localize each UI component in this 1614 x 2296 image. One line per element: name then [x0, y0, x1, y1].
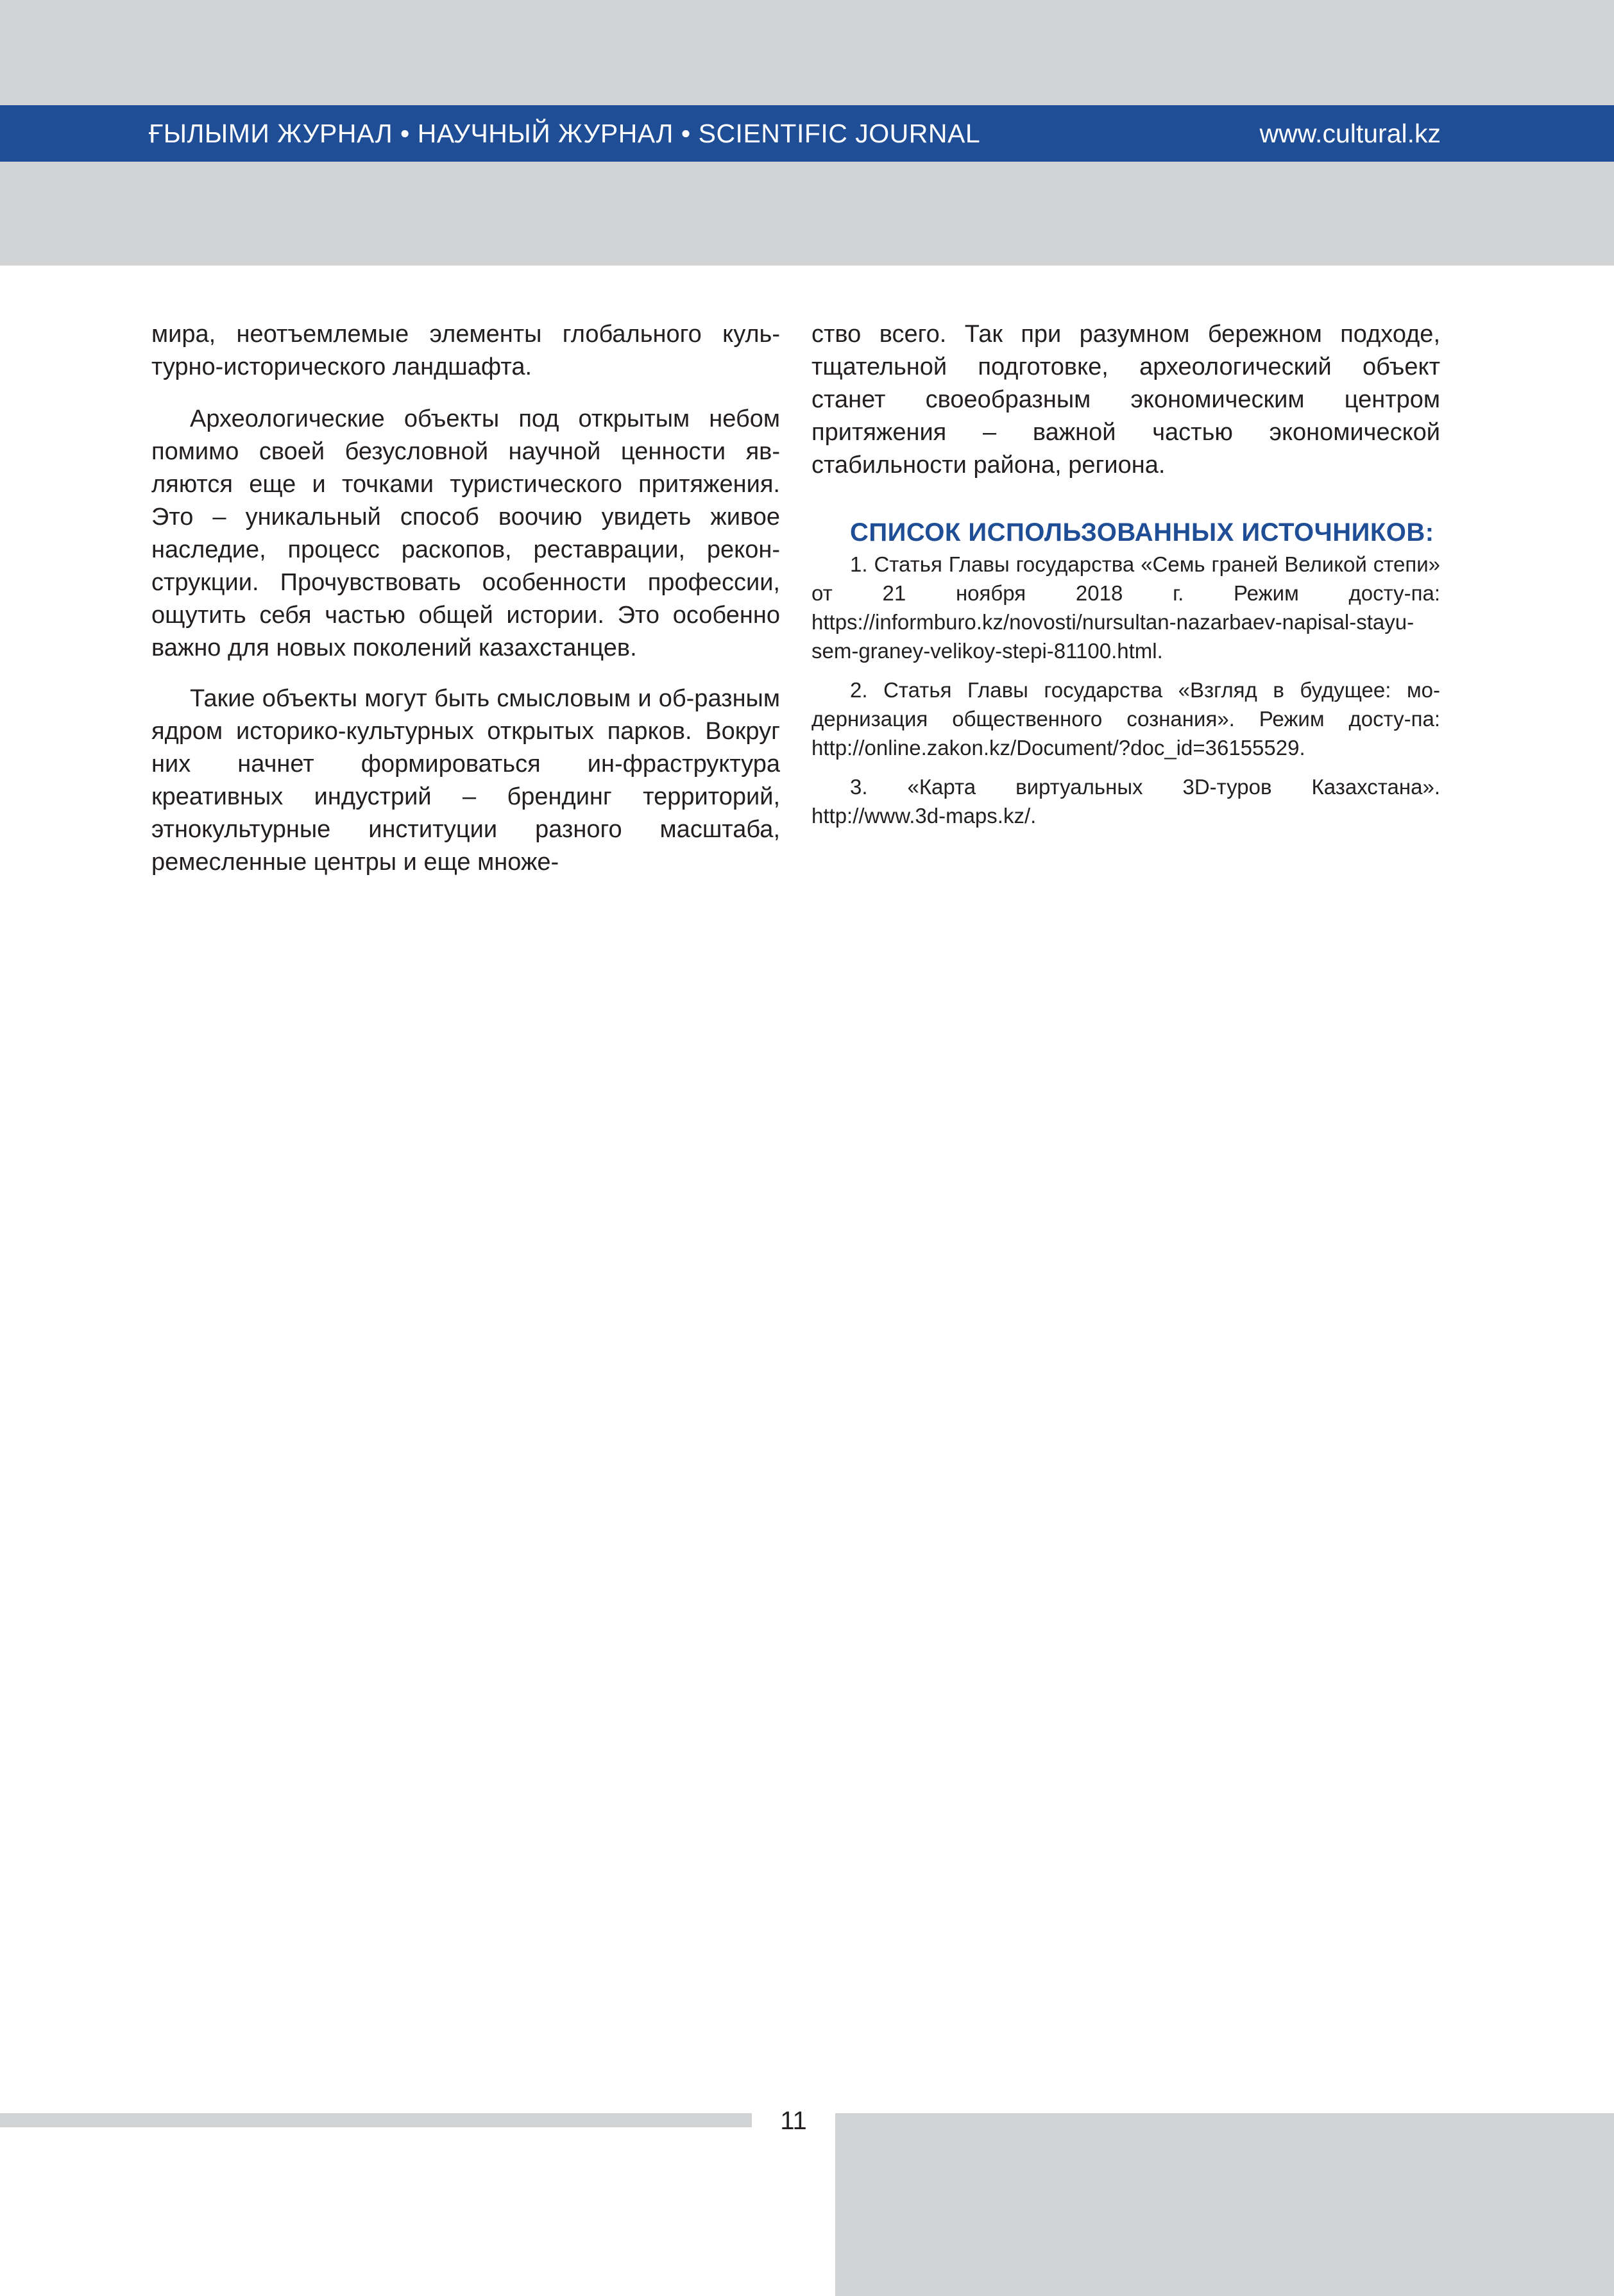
journal-header-bar: [0, 105, 1614, 162]
right-text-column: [811, 318, 1440, 840]
reference-item: 2. Статья Главы государства «Взгляд в будущее: мо-дернизация общественного сознания». Режим досту-па: http://online.zakon.kz/Document/?doc_id=36155529.: [811, 678, 1440, 760]
reference-item: 3. «Карта виртуальных 3D-туров Казахстана». http://www.3d-maps.kz/.: [811, 775, 1440, 828]
left-text-column: [151, 318, 780, 897]
journal-title: ҒЫЛЫМИ ЖУРНАЛ • НАУЧНЫЙ ЖУРНАЛ • SCIENTIFIC JOURNAL: [149, 119, 981, 148]
footer-gray-bar: [0, 2113, 752, 2127]
body-paragraph: мира, неотъемлемые элементы глобального куль-турно-исторического ландшафта.: [151, 321, 780, 380]
body-paragraph: Такие объекты могут быть смысловым и об-разным ядром историко-культурных открытых парков. Вокруг них начнет формироваться ин-фраструктура креативных индустрий – брендинг территорий, этнокультурные институции разного масштаба, ремесленные центры и еще множе-: [151, 685, 780, 876]
page-number: 11: [780, 2107, 807, 2135]
body-paragraph: ство всего. Так при разумном бережном подходе, тщательной подготовке, археологический объект станет своеобразным экономическим центром притяжения – важной частью экономической стабильности района, региона.: [811, 321, 1440, 479]
website-url[interactable]: www.cultural.kz: [1259, 119, 1441, 148]
reference-item: 1. Статья Главы государства «Семь граней Великой степи» от 21 ноября 2018 г. Режим досту-па: https://informburo.kz/novosti/nursultan-nazarbaev-napisal-stayu-sem-graney-velikoy-stepi-81100.html.: [811, 552, 1440, 663]
references-heading: СПИСОК ИСПОЛЬЗОВАННЫХ ИСТОЧНИКОВ:: [850, 518, 1434, 547]
footer-gray-block: [835, 2113, 1614, 2296]
body-paragraph: Археологические объекты под открытым небом помимо своей безусловной научной ценности яв-ляются еще и точками туристического притяжения. Это – уникальный способ воочию увидеть живое наследие, процесс раскопов, реставрации, рекон-струкции. Прочувствовать особенности профессии, ощутить себя частью общей истории. Это особенно важно для новых поколений казахстанцев.: [151, 405, 780, 661]
